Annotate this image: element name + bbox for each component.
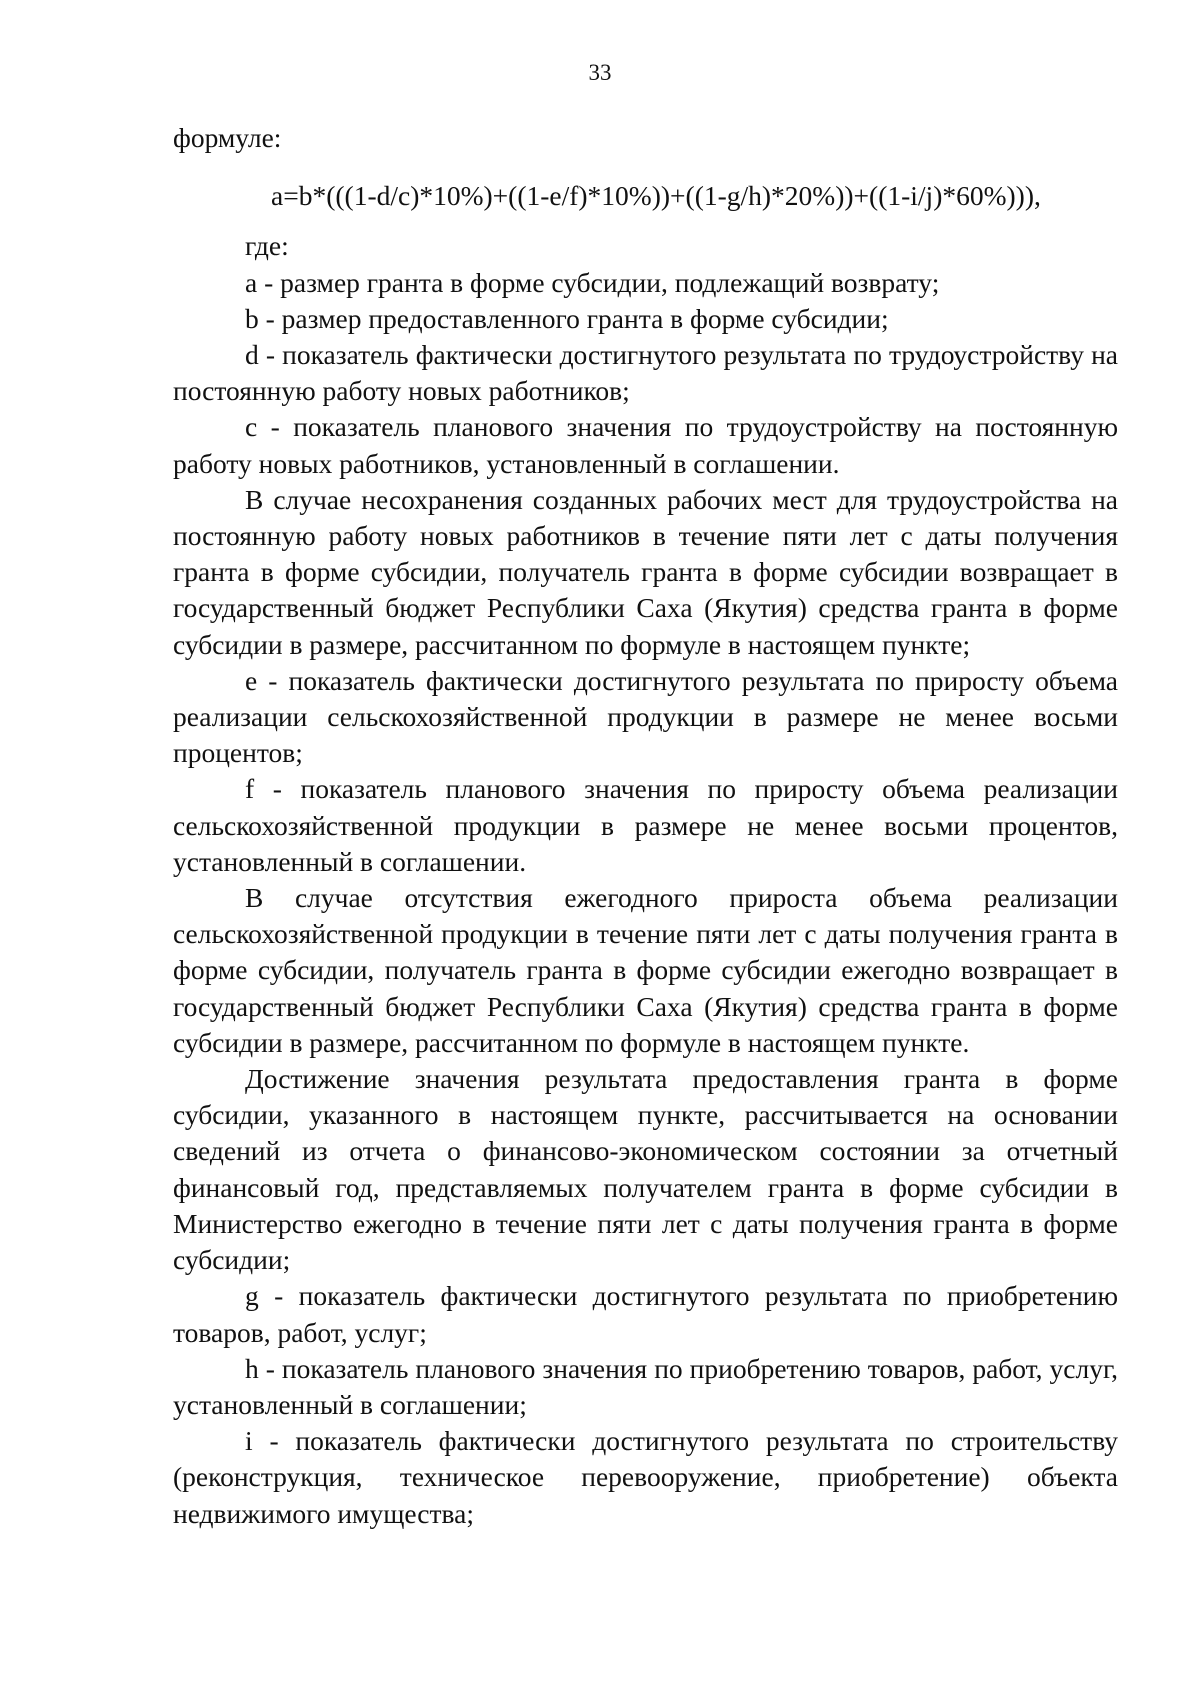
paragraph-achievement: Достижение значения результата предоставления гранта в форме субсидии, указанного в настоящем пункте, рассчитывается на основании сведений из отчета о финансово-экономическом состоянии за отчетный финансовый год, представляемых получателем гранта в форме субсидии в Министерство ежегодно в течение пяти лет с даты получения гранта в форме субсидии;	[173, 1063, 1118, 1276]
paragraph-def-h: h - показатель планового значения по приобретению товаров, работ, услуг, установленный в соглашении;	[173, 1352, 1118, 1420]
paragraph-def-a: a - размер гранта в форме субсидии, подлежащий возврату;	[245, 266, 940, 298]
paragraph-def-c: c - показатель планового значения по трудоустройству на постоянную работу новых работников, установленный в соглашении.	[173, 411, 1118, 479]
paragraph-def-b: b - размер предоставленного гранта в форме субсидии;	[245, 302, 889, 334]
paragraph-where: где:	[245, 230, 289, 262]
paragraph-growth-return: В случае отсутствия ежегодного прироста объема реализации сельскохозяйственной продукции в течение пяти лет с даты получения гранта в форме субсидии, получатель гранта в форме субсидии ежегодно возвращает в государственный бюджет Республики Саха (Якутия) средства гранта в форме субсидии в размере, рассчитанном по формуле в настоящем пункте.	[173, 882, 1118, 1058]
paragraph-jobs-return: В случае несохранения созданных рабочих мест для трудоустройства на постоянную работу новых работников в течение пяти лет с даты получения гранта в форме субсидии, получатель гранта в форме субсидии возвращает в государственный бюджет Республики Саха (Якутия) средства гранта в форме субсидии в размере, рассчитанном по формуле в настоящем пункте;	[173, 483, 1118, 660]
page-number: 33	[588, 60, 612, 85]
paragraph-def-i: i - показатель фактически достигнутого результата по строительству (реконструкция, техническое перевооружение, приобретение) объекта недвижимого имущества;	[173, 1425, 1118, 1529]
paragraph-def-e: e - показатель фактически достигнутого результата по приросту объема реализации сельскохозяйственной продукции в размере не менее восьми процентов;	[173, 664, 1118, 769]
paragraph-def-f: f - показатель планового значения по приросту объема реализации сельскохозяйственной продукции в размере не менее восьми процентов, установленный в соглашении.	[173, 773, 1118, 877]
document-body	[173, 120, 1118, 1532]
paragraph-def-d: d - показатель фактически достигнутого результата по трудоустройству на постоянную работу новых работников;	[173, 339, 1118, 407]
lead-text: формуле:	[173, 122, 282, 153]
paragraph-def-g: g - показатель фактически достигнутого результата по приобретению товаров, работ, услуг;	[173, 1280, 1118, 1348]
formula: a=b*(((1-d/c)*10%)+((1-e/f)*10%))+((1-g/h)*20%))+((1-i/j)*60%))),	[271, 180, 1041, 212]
